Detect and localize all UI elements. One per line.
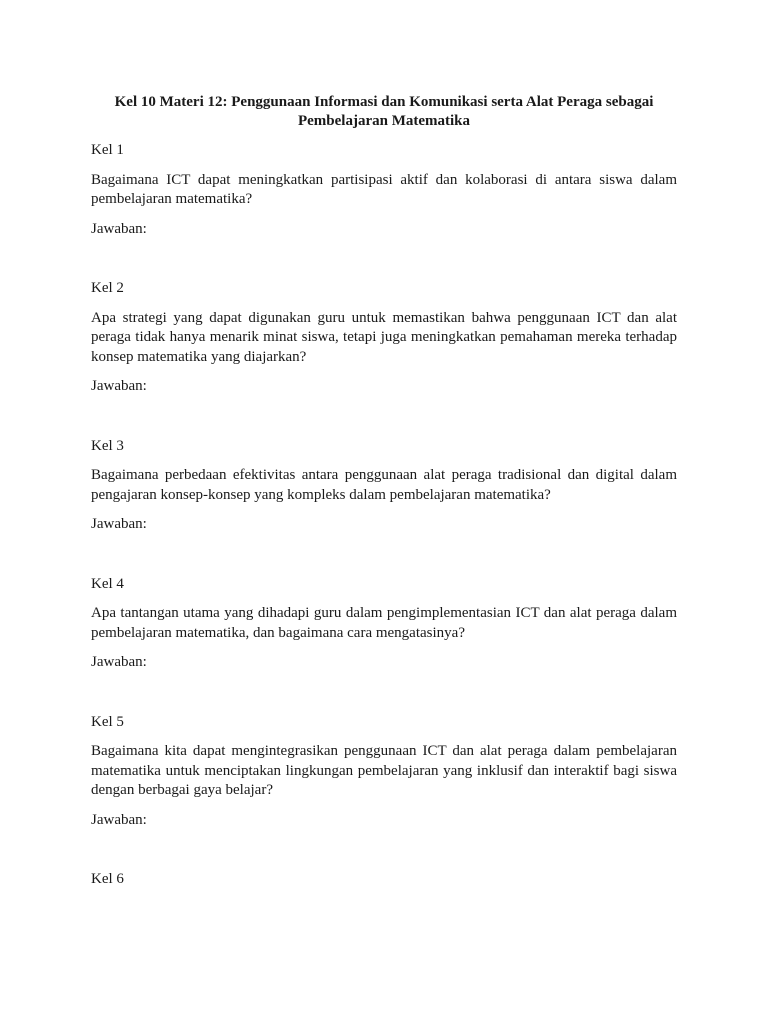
section-heading: Kel 2	[91, 280, 124, 296]
section-heading: Kel 6	[91, 871, 124, 887]
section-kel-4	[91, 575, 677, 673]
question-text: Apa strategi yang dapat digunakan guru untuk memastikan bahwa penggunaan ICT dan alat peraga tidak hanya menarik minat siswa, tetapi juga meningkatkan pemahaman mereka terhadap konsep matematika yang diajarkan?	[91, 309, 677, 365]
answer-label: Jawaban:	[91, 220, 147, 237]
section-kel-6	[91, 870, 677, 890]
section-kel-3	[91, 437, 677, 535]
section-heading: Kel 5	[91, 713, 124, 730]
section-kel-1	[91, 141, 677, 239]
question-text: Bagaimana kita dapat mengintegrasikan penggunaan ICT dan alat peraga dalam pembelajaran matematika untuk menciptakan lingkungan pembelajaran yang inklusif dan interaktif bagi siswa dengan berbagai gaya belajar?	[91, 743, 677, 798]
section-heading: Kel 3	[91, 437, 124, 454]
document-page	[91, 93, 677, 900]
answer-label: Jawaban:	[91, 516, 147, 532]
section-heading: Kel 1	[91, 142, 124, 158]
answer-label: Jawaban:	[91, 811, 147, 828]
question-text: Bagaimana perbedaan efektivitas antara penggunaan alat peraga tradisional dan digital dalam pengajaran konsep-konsep yang kompleks dalam pembelajaran matematika?	[91, 467, 677, 503]
section-kel-2	[91, 279, 677, 397]
answer-label: Jawaban:	[91, 378, 147, 394]
section-heading: Kel 4	[91, 575, 124, 592]
answer-label: Jawaban:	[91, 654, 147, 670]
question-text: Apa tantangan utama yang dihadapi guru dalam pengimplementasian ICT dan alat peraga dalam pembelajaran matematika, dan bagaimana cara mengatasinya?	[91, 605, 677, 641]
section-kel-5	[91, 713, 677, 831]
document-title: Kel 10 Materi 12: Penggunaan Informasi dan Komunikasi serta Alat Peraga sebagai Pembelajaran Matematika	[114, 94, 654, 129]
question-text: Bagaimana ICT dapat meningkatkan partisipasi aktif dan kolaborasi di antara siswa dalam pembelajaran matematika?	[91, 171, 677, 207]
